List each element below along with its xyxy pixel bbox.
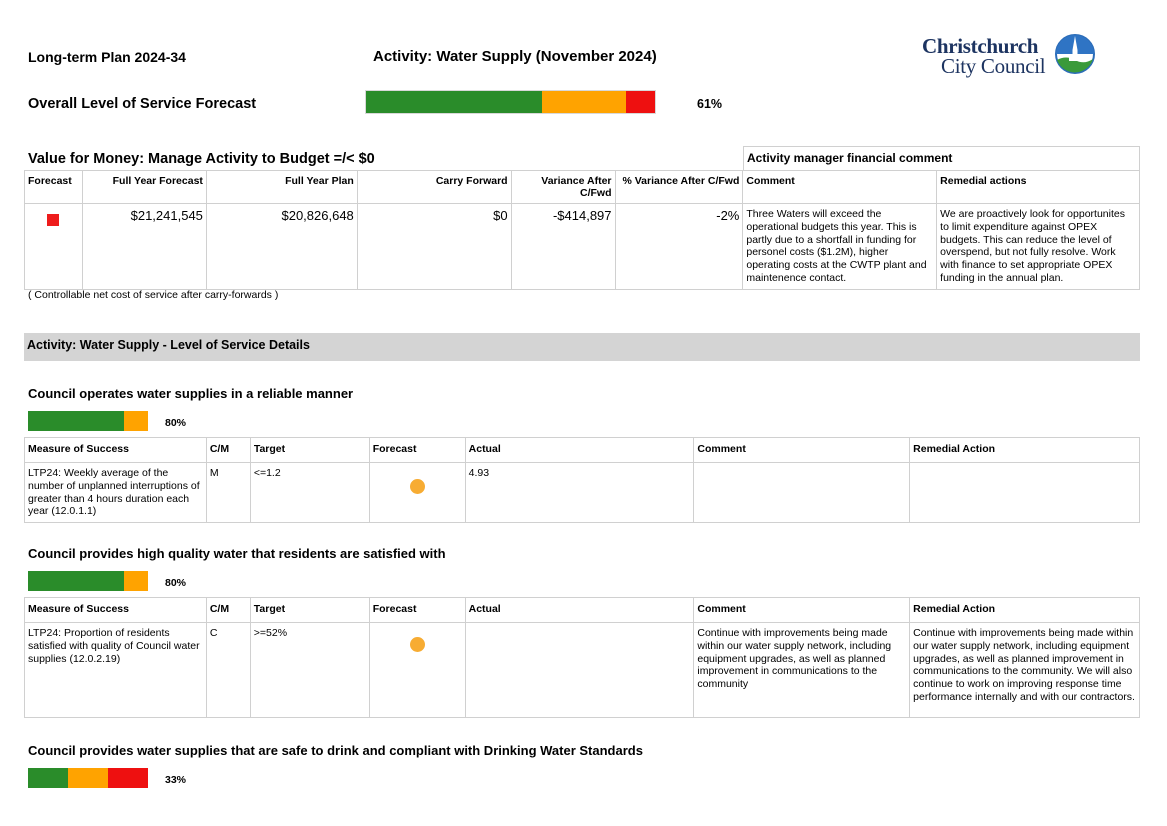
group-1-header-target: Target (250, 438, 369, 463)
group-1-comment (694, 463, 910, 523)
overall-los-bar (365, 90, 656, 114)
activity-title: Activity: Water Supply (November 2024) (373, 48, 657, 65)
overall-los-percent: 61% (697, 97, 723, 111)
group-1-cm: M (206, 463, 250, 523)
group-2-header-target: Target (250, 598, 369, 623)
group-1-header-forecast: Forecast (369, 438, 465, 463)
group-1-header-cm: C/M (206, 438, 250, 463)
group-2-header-cm: C/M (206, 598, 250, 623)
amber-segment (542, 91, 626, 113)
group-1-header-remedial: Remedial Action (910, 438, 1140, 463)
logo-line-1: Christchurch (922, 34, 1039, 58)
group-2-table (24, 597, 1140, 718)
vfm-header-variance: Variance After C/Fwd (511, 171, 615, 204)
vfm-header-remedial: Remedial actions (937, 171, 1140, 204)
group-2-comment: Continue with improvements being made within our water supply network, including equipment upgrades, as well as planned improvement in communications to the community (694, 623, 910, 718)
green-segment (366, 91, 542, 113)
group-1-table (24, 437, 1140, 523)
group-3-percent: 33% (165, 774, 187, 786)
group-2-header-remedial: Remedial Action (910, 598, 1140, 623)
amber-segment (124, 571, 148, 591)
vfm-header-forecast: Forecast (25, 171, 83, 204)
red-status-square-icon (47, 214, 59, 226)
vfm-header-full-year-plan: Full Year Plan (206, 171, 357, 204)
group-2-bar (28, 571, 148, 591)
controllable-cost-note: ( Controllable net cost of service after carry-forwards ) (28, 289, 279, 301)
group-1-target: <=1.2 (250, 463, 369, 523)
amber-segment (124, 411, 148, 431)
vfm-carry-forward: $0 (357, 204, 511, 290)
group-2-header-comment: Comment (694, 598, 910, 623)
vfm-full-year-plan: $20,826,648 (206, 204, 357, 290)
council-logo (920, 32, 1100, 78)
group-2-forecast (369, 623, 465, 718)
group-2-measure: LTP24: Proportion of residents satisfied with quality of Council water supplies (12.0.2.19) (25, 623, 207, 718)
group-2-segments (28, 571, 148, 591)
financial-comment-heading: Activity manager financial comment (743, 146, 1140, 171)
cathedral-logo-icon (1054, 33, 1096, 75)
group-1-percent: 80% (165, 417, 187, 429)
group-2-actual (465, 623, 694, 718)
vfm-variance: -$414,897 (511, 204, 615, 290)
group-2-header-row (25, 598, 1140, 623)
overall-los-segments (366, 91, 655, 113)
plan-title: Long-term Plan 2024-34 (28, 49, 186, 65)
vfm-data-row (25, 204, 1140, 290)
vfm-header-carry-forward: Carry Forward (357, 171, 511, 204)
vfm-full-year-forecast: $21,241,545 (82, 204, 206, 290)
group-1-forecast (369, 463, 465, 523)
vfm-header-row (25, 171, 1140, 204)
amber-status-dot-icon (410, 479, 425, 494)
group-1-remedial (910, 463, 1140, 523)
group-2-cm: C (206, 623, 250, 718)
logo-line-2: City Council (941, 54, 1046, 78)
group-1-measure: LTP24: Weekly average of the number of unplanned interruptions of greater than 4 hours duration each year (12.0.1.1) (25, 463, 207, 523)
red-segment (108, 768, 148, 788)
group-1-data-row (25, 463, 1140, 523)
los-section-heading: Activity: Water Supply - Level of Service Details (24, 333, 1140, 361)
green-segment (28, 768, 68, 788)
group-1-header-row (25, 438, 1140, 463)
group-2-header-forecast: Forecast (369, 598, 465, 623)
vfm-header-pct-variance: % Variance After C/Fwd (615, 171, 743, 204)
group-3-bar (28, 768, 148, 788)
green-segment (28, 411, 124, 431)
amber-status-dot-icon (410, 637, 425, 652)
vfm-table (24, 170, 1140, 290)
vfm-remedial: We are proactively look for opportunites to limit expenditure against OPEX budgets. This can reduce the level of overspend, but not fully resolve. Work with finance to set appropriate OPEX funding in the annual plan. (937, 204, 1140, 290)
vfm-header-full-year-forecast: Full Year Forecast (82, 171, 206, 204)
vfm-comment: Three Waters will exceed the operational budgets this year. This is partly due to a shortfall in funding for personel costs ($1.2M), higher operating costs at the CWTP plant and maintenence contact. (743, 204, 937, 290)
group-3-title: Council provides water supplies that are safe to drink and compliant with Drinking Water Standards (28, 743, 643, 758)
green-segment (28, 571, 124, 591)
group-2-remedial: Continue with improvements being made within our water supply network, including equipment upgrades, as well as planned improvement in communications to the community. We will also continue to work on improving response time performance internally and with our contractors. (910, 623, 1140, 718)
group-2-header-measure: Measure of Success (25, 598, 207, 623)
vfm-title: Value for Money: Manage Activity to Budget =/< $0 (28, 151, 375, 167)
group-3-segments (28, 768, 148, 788)
vfm-header-comment: Comment (743, 171, 937, 204)
red-segment (626, 91, 655, 113)
group-1-title: Council operates water supplies in a reliable manner (28, 386, 354, 401)
group-2-title: Council provides high quality water that residents are satisfied with (28, 546, 446, 561)
group-2-data-row (25, 623, 1140, 718)
group-2-percent: 80% (165, 577, 187, 589)
overall-los-label: Overall Level of Service Forecast (28, 96, 257, 112)
group-1-header-comment: Comment (694, 438, 910, 463)
group-1-header-actual: Actual (465, 438, 694, 463)
amber-segment (68, 768, 108, 788)
group-1-segments (28, 411, 148, 431)
group-1-bar (28, 411, 148, 431)
vfm-pct-variance: -2% (615, 204, 743, 290)
group-2-target: >=52% (250, 623, 369, 718)
group-1-actual: 4.93 (465, 463, 694, 523)
group-1-header-measure: Measure of Success (25, 438, 207, 463)
vfm-forecast-cell (25, 204, 83, 290)
group-2-header-actual: Actual (465, 598, 694, 623)
